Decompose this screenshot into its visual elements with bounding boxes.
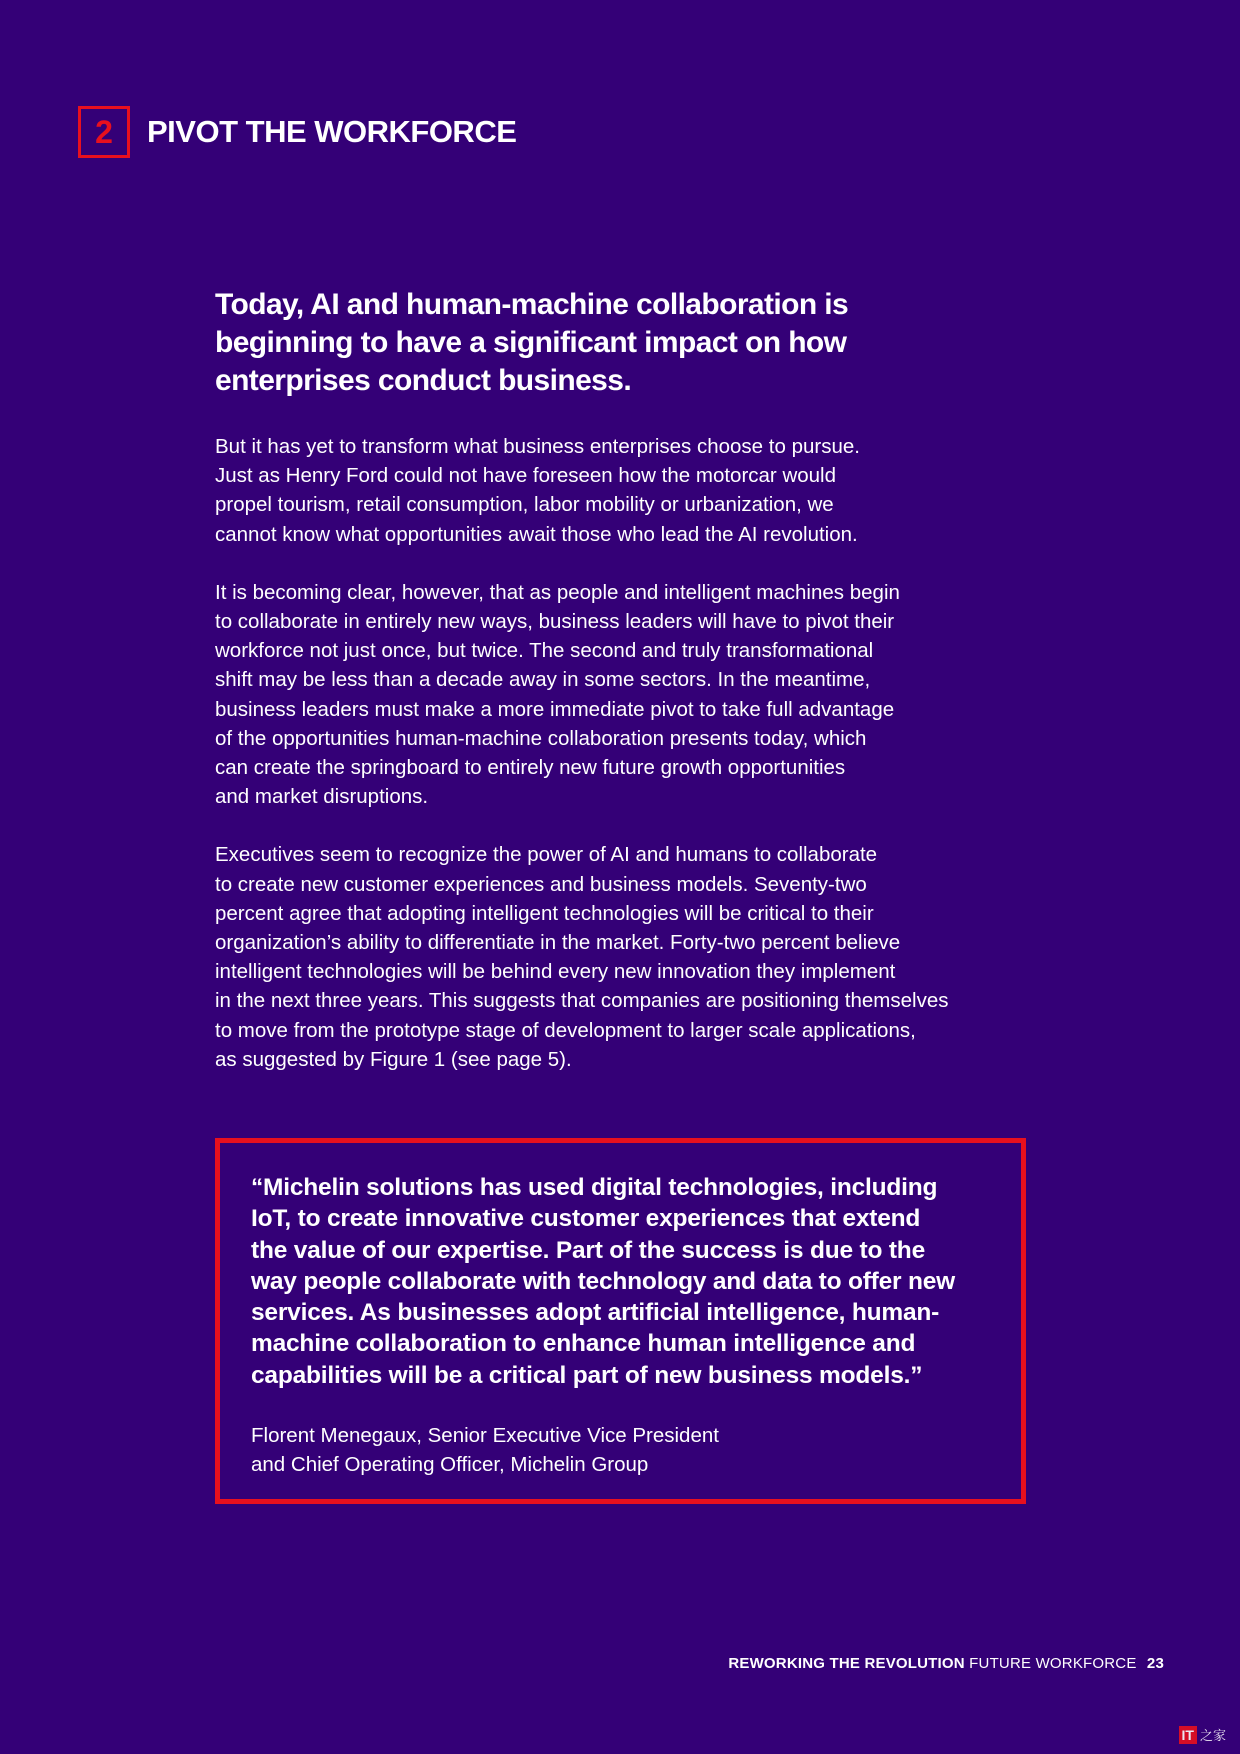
- main-content: [215, 286, 1035, 1103]
- watermark-logo: [1179, 1725, 1226, 1744]
- page-number: 23: [1146, 1655, 1164, 1672]
- watermark-logo-mark: IT: [1179, 1726, 1197, 1744]
- quote-attribution: Florent Menegaux, Senior Executive Vice President and Chief Operating Officer, Michelin Group: [251, 1424, 719, 1477]
- page-footer: [728, 1655, 1164, 1672]
- section-title: PIVOT THE WORKFORCE: [147, 114, 517, 149]
- pull-quote-box: [215, 1138, 1026, 1504]
- footer-subtitle: FUTURE WORKFORCE: [969, 1655, 1137, 1672]
- watermark-text: 之家: [1199, 1728, 1226, 1743]
- body-paragraph-2: It is becoming clear, however, that as people and intelligent machines begin to collaborate in entirely new ways, business leaders will have to pivot their workforce not just once, but twice. The second and truly transformational shift may be less than a decade away in some sectors. In the meantime, business leaders must make a more immediate pivot to take full advantage of the opportunities human-machine collaboration presents today, which can create the springboard to entirely new future growth opportunities and market disruptions.: [215, 580, 900, 809]
- section-number-badge: 2: [78, 106, 130, 158]
- pull-quote-text: “Michelin solutions has used digital technologies, including IoT, to create innovative customer experiences that extend the value of our expertise. Part of the success is due to the way people collaborate with technology and data to offer new services. As businesses adopt artificial intelligence, human- machine collaboration to enhance human intelligence and capabilities will be a critical part of new business models.”: [251, 1174, 956, 1389]
- body-paragraph-3: Executives seem to recognize the power of AI and humans to collaborate to create new customer experiences and business models. Seventy-two percent agree that adopting intelligent technologies will be critical to their organization’s ability to differentiate in the market. Forty-two percent believe intelligent technologies will be behind every new innovation they implement in the next three years. This suggests that companies are positioning themselves to move from the prototype stage of development to larger scale applications, as suggested by Figure 1 (see page 5).: [215, 843, 949, 1071]
- section-header: [78, 106, 516, 158]
- lead-heading: Today, AI and human-machine collaboration is beginning to have a significant impact on how enterprises conduct business.: [215, 288, 849, 397]
- body-paragraph-1: But it has yet to transform what business enterprises choose to pursue. Just as Henry Ford could not have foreseen how the motorcar would propel tourism, retail consumption, labor mobility or urbanization, we cannot know what opportunities await those who lead the AI revolution.: [215, 435, 860, 546]
- footer-publication: REWORKING THE REVOLUTION: [728, 1655, 965, 1672]
